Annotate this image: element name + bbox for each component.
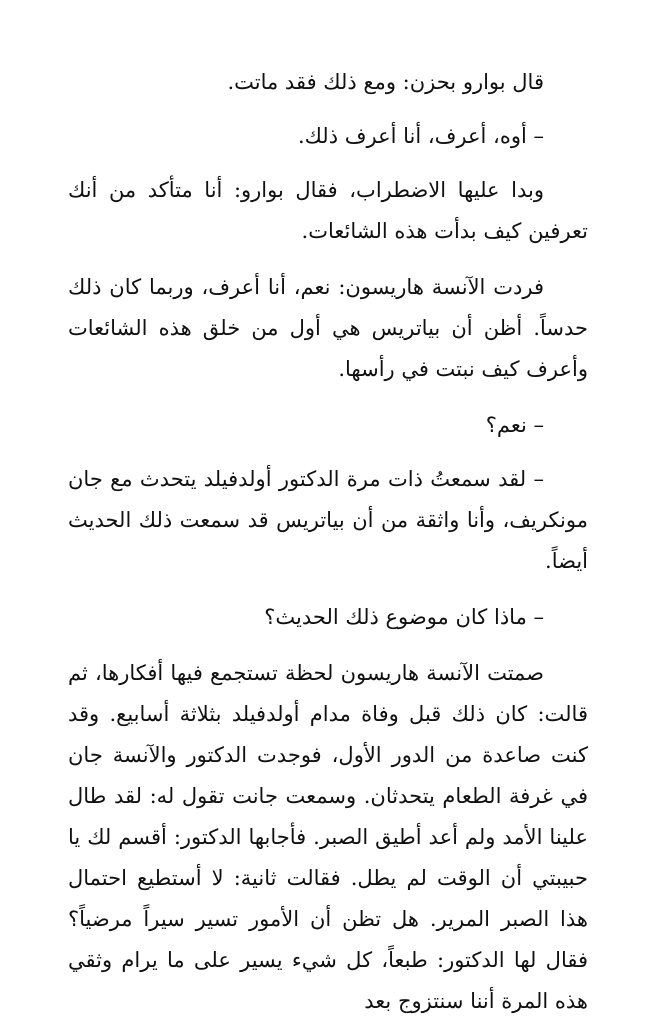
paragraph-poirot-sad: قال بوارو بحزن: ومع ذلك فقد ماتت. [227, 70, 544, 94]
paragraph-oh-i-know: – أوه، أعرف، أنا أعرف ذلك. [297, 124, 544, 148]
paragraph-harrison-reply: فردت الآنسة هاريسون: نعم، أنا أعرف، وربما كان ذلك حدساً. أظن أن بياتريس هي أول من خلق هذه الشائعات وأعرف كيف نبتت في رأسها. [68, 275, 588, 381]
document-page [68, 62, 588, 1035]
paragraph-rumors-start: وبدا عليها الاضطراب، فقال بوارو: أنا متأكد من أنك تعرفين كيف بدأت هذه الشائعات. [68, 178, 588, 243]
paragraph-question: – ماذا كان موضوع ذلك الحديث؟ [264, 605, 544, 629]
paragraph-yes: – نعم؟ [485, 413, 544, 437]
paragraph-conversation: صمتت الآنسة هاريسون لحظة تستجمع فيها أفكارها، ثم قالت: كان ذلك قبل وفاة مدام أولدفيلد بثلاثة أسابيع. وقد كنت صاعدة من الدور الأول، فوجدت الدكتور والآنسة جان في غرفة الطعام يتحدثان. وسمعت جانت تقول له: لقد طال علينا الأمد ولم أعد أطيق الصبر. فأجابها الدكتور: أقسم لك يا حبيبتي أن الوقت لم يطل. فقالت ثانية: لا أستطيع احتمال هذا الصبر المرير. هل تظن أن الأمور تسير سيراً مرضياً؟ فقال لها الدكتور: طبعاً، كل شيء يسير على ما يرام وثقي هذه المرة أننا سنتزوج بعد [68, 661, 588, 1013]
paragraph-overheard: – لقد سمعتُ ذات مرة الدكتور أولدفيلد يتحدث مع جان مونكريف، وأنا واثقة من أن بياتريس قد سمعت ذلك الحديث أيضاً. [68, 467, 588, 573]
